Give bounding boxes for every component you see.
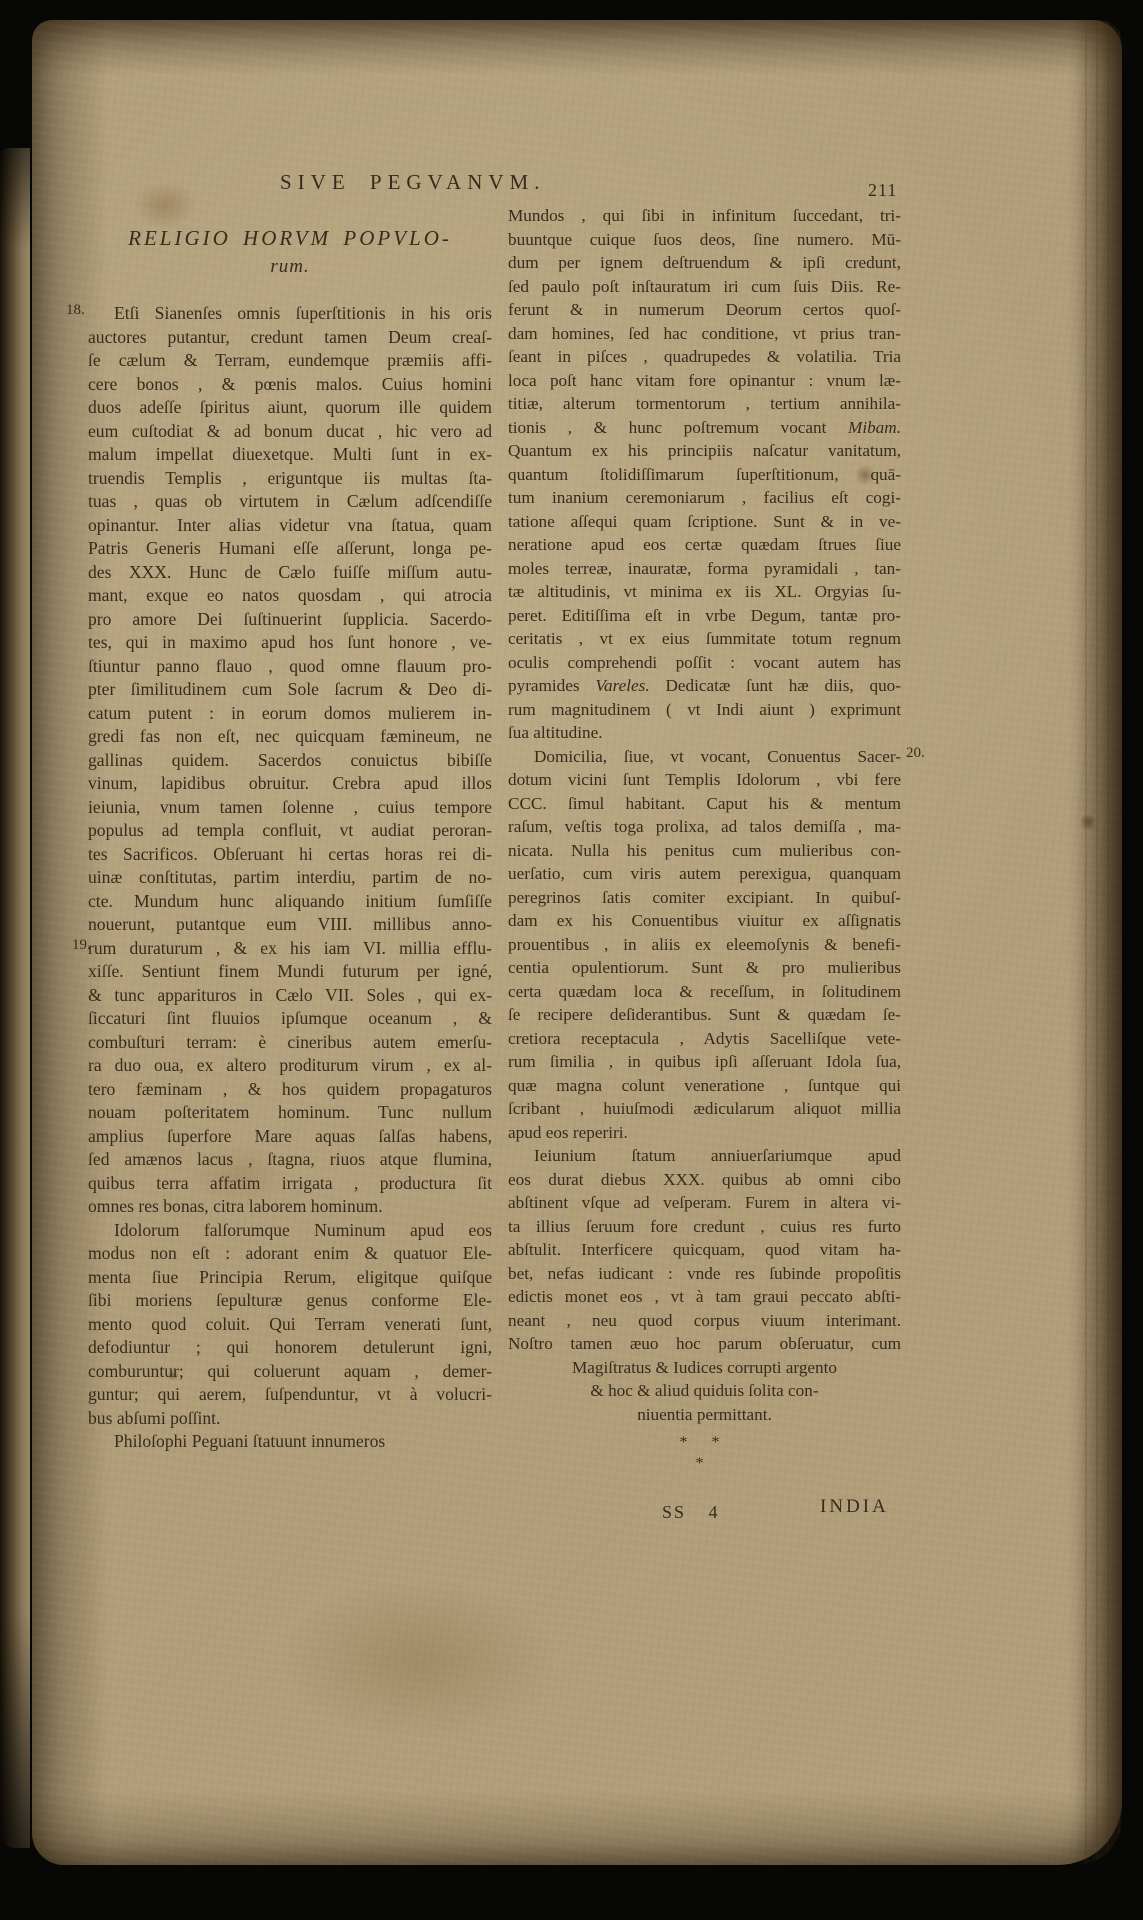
book-page — [32, 20, 1122, 1865]
text-line: uinæ conſtitutas, partim interdiu, partim de no- — [88, 867, 492, 887]
text-line: combuſturi terram: è cineribus autem emerſu- — [88, 1031, 492, 1052]
text-line: apud eos reperiri. — [508, 1122, 628, 1142]
text-line: guntur; qui aerem, ſuſpenduntur, vt à volucri- — [88, 1384, 492, 1404]
text-line: neant , neu quod corpus viuum interimant. — [508, 1310, 901, 1330]
asterisk-ornament — [508, 1432, 901, 1474]
text-line: ſcribant , huiuſmodi ædicularum aliquot millia — [508, 1099, 901, 1118]
text-line: ieiunia, vnum tamen ſolenne , cuius tempore — [88, 796, 492, 817]
page-stack-edge — [1076, 20, 1122, 1865]
text-line: centia opulentiorum. Sunt & pro mulieribus — [508, 958, 901, 977]
text-line: raſum, veſtis toga prolixa, ad talos demiſſa , ma- — [508, 817, 901, 836]
text-line: & tunc apparituros in Cælo VII. Soles , qui ex- — [88, 984, 492, 1005]
section-heading — [88, 226, 492, 278]
text-line: pyramides Vareles. Dedicatæ ſunt hæ diis, quo- — [508, 676, 901, 695]
text-line: catum putent : in eorum domos mulierem in- — [88, 702, 492, 723]
text-line: nouerunt, putantque eum VIII. millibus anno- — [88, 914, 492, 934]
text-line: ſtiuntur panno flauo , quod omne flauum pro- — [88, 655, 492, 676]
text-line: malum impellat diuexetque. Multi ſunt in ex- — [88, 444, 492, 464]
text-line: tero fæminam , & hos quidem propagaturos — [88, 1078, 492, 1099]
text-line: abſtinent vſque ad veſperam. Furem in altera vi- — [508, 1193, 901, 1212]
text-line: rum magnitudinem ( vt Indi aiunt ) exprimunt — [508, 699, 901, 719]
text-line: gredi fas non eſt, nec quicquam fæmineum, ne — [88, 726, 492, 746]
text-line: Domicilia, ſiue, vt vocant, Conuentus Sacer- — [534, 746, 901, 766]
text-line: ferunt & in numerum Deorum certos quoſ- — [508, 300, 901, 319]
underlying-page-edge — [0, 148, 30, 1848]
text-line: omnes res bonas, citra laborem hominum. — [88, 1196, 383, 1216]
text-line: duos adeſſe ſpiritus aiunt, quorum ille quidem — [88, 397, 492, 417]
text-line: uerſatio, cum viris autem perexigua, quanquam — [508, 864, 901, 883]
text-line: certa quædam loca & receſſum, in ſolitudinem — [508, 981, 901, 1001]
text-line: loca poſt hanc vitam fore opinantur : vnum læ- — [508, 370, 901, 390]
asterisk-row-bottom: * — [695, 1455, 714, 1472]
text-line: quæ magna colunt veneratione , ſuntque qui — [508, 1075, 901, 1095]
right-column-closing — [508, 1356, 901, 1427]
text-line: nouam poſteritatem hominum. Tunc nullum — [88, 1102, 492, 1122]
text-line: edictis monet eos , vt à tam graui peccato abſti- — [508, 1287, 901, 1306]
text-line: Ieiunium ſtatum anniuerſariumque apud — [534, 1146, 901, 1165]
text-line: pter ſimilitudinem cum Sole ſacrum & Deo di- — [88, 679, 492, 699]
margin-note-18: 18. — [66, 302, 85, 318]
text-line: cte. Mundum hunc aliquando initium ſumſiſſe — [88, 890, 492, 911]
text-line: peret. Editiſſima eſt in vrbe Degum, tantæ pro- — [508, 605, 901, 625]
text-line: buuntque cuique ſuos deos, ſine numero. Mū- — [508, 229, 901, 249]
text-line: ſed paulo poſt inſtauratum iri cum ſuis Diis. Re- — [508, 276, 901, 296]
text-line: dam ex his Conuentibus viuitur ex aſſignatis — [508, 911, 901, 930]
text-line: Magiſtratus & Iudices corrupti argento — [571, 1357, 838, 1377]
text-line: Mundos , qui ſibi in infinitum ſuccedant, tri- — [508, 206, 901, 225]
text-line: Etſi Sianenſes omnis ſuperſtitionis in his oris — [114, 303, 492, 323]
text-line: tatione aſſequi quam ſcriptione. Sunt & in ve- — [508, 511, 901, 531]
text-line: truendis Templis , eriguntque iis multas ſta- — [88, 467, 492, 488]
text-line: ta illius ſeruum fore credunt , cuius res furto — [508, 1216, 901, 1236]
text-line: quantum ſtolidiſſimarum ſuperſtitionum, quā- — [508, 464, 901, 484]
text-line: cere bonos , & pœnis malos. Cuius homini — [88, 373, 492, 394]
text-line: Philoſophi Peguani ſtatuunt innumeros — [114, 1431, 386, 1451]
text-line: opinantur. Inter alias videtur vna ſtatua, quam — [88, 514, 492, 535]
text-line: amplius ſuperfore Mare aquas ſalſas habens, — [88, 1125, 492, 1146]
text-line: ra duo oua, ex altero proditurum virum , ex al- — [88, 1055, 492, 1075]
text-line: defodiuntur ; qui honorem detulerunt igni, — [88, 1337, 492, 1357]
text-line: ceritatis , vt ex eius ſummitate totum regnum — [508, 629, 901, 648]
text-line: tum inanium ceremoniarum , facilius eſt cogi- — [508, 488, 901, 507]
text-line: modus non eſt : adorant enim & quatuor Ele- — [88, 1243, 492, 1263]
text-line: rum ſimilia , in quibus ipſi aſſeruant Idola ſua, — [508, 1052, 901, 1071]
text-line: CCC. ſimul habitant. Caput his & mentum — [508, 793, 901, 813]
text-line: rum duraturum , & ex his iam VI. millia efflu- — [88, 937, 492, 958]
text-line: tuas , quas ob virtutem in Cælum adſcendiſſe — [88, 491, 492, 511]
text-line: ſibi moriens ſepulturæ genus conforme Ele- — [88, 1290, 492, 1310]
text-line: pro amore Dei ſuſtinuerint ſupplicia. Sacerdo- — [88, 608, 492, 629]
text-line: titiæ, alterum tormentorum , tertium annihila- — [508, 394, 901, 413]
text-line: auctores putantur, credunt tamen Deum creaſ- — [88, 326, 492, 347]
text-line: moles terreæ, inauratæ, forma pyramidali , tan- — [508, 558, 901, 578]
text-line: ſe recipere deſiderantibus. Sunt & quædam ſe- — [508, 1005, 901, 1024]
text-line: quibus terra affatim irrigata , productura ſit — [88, 1172, 492, 1193]
text-line: dam homines, ſed hac conditione, vt prius tran- — [508, 323, 901, 343]
signature-mark: SS 4 — [662, 1502, 720, 1522]
text-line: Noſtro tamen æuo hoc parum obſeruatur, cum — [508, 1334, 901, 1353]
asterisk-row-top: * * — [679, 1434, 730, 1451]
text-line: gallinas quidem. Sacerdos conuictus bibiſſe — [88, 749, 492, 770]
text-line: vinum, lapidibus obruitur. Crebra apud illos — [88, 773, 492, 793]
text-line: dotum vicini ſunt Templis Idolorum , vbi fere — [508, 770, 901, 789]
text-line: mento quod coluit. Qui Terram venerati ſunt, — [88, 1313, 492, 1334]
left-text-column — [88, 302, 492, 1454]
text-line: ſua altitudine. — [508, 723, 603, 742]
text-line: Quantum ex his principiis naſcatur vanitatum, — [508, 441, 901, 460]
text-line: ſiccaturi ſint fluuios ipſumque oceanum , & — [88, 1008, 492, 1028]
text-line: ſeant in piſces , quadrupedes & volatilia. Tria — [508, 347, 901, 366]
text-line: tes Sacrificos. Obſeruant hi certas horas rei di- — [88, 843, 492, 864]
text-line: bus abſumi poſſint. — [88, 1407, 221, 1428]
text-line: cretiora receptacula , Adytis Sacelliſque vete- — [508, 1028, 901, 1048]
text-line: ſed amænos lacus , ſtagna, riuos atque flumina, — [88, 1149, 492, 1169]
section-heading-line2: rum. — [270, 256, 310, 277]
text-line: tionis , & hunc poſtremum vocant Mibam. — [508, 417, 901, 437]
text-line: eos durat diebus XXX. quibus ab omni cibo — [508, 1169, 901, 1189]
text-line: xiſſe. Sentiunt finem Mundi futurum per igné, — [88, 961, 492, 981]
text-line: tes, qui in maximo apud hos ſunt honore , ve- — [88, 632, 492, 652]
right-column-body — [508, 204, 901, 1356]
catchword: INDIA — [820, 1496, 889, 1517]
text-line: tæ altitudinis, vt minima ex iis XL. Orgyias ſu- — [508, 582, 901, 601]
text-line: ſe cælum & Terram, eundemque præmiis affi- — [88, 350, 492, 370]
text-line: nicata. Nulla his penitus cum mulieribus con- — [508, 840, 901, 860]
text-line: abſtulit. Interficere quicquam, quod vitam ha- — [508, 1240, 901, 1259]
text-line: neratione apud eos certæ quædam ſtrues ſiue — [508, 535, 901, 554]
text-line: dum per ignem deſtruendum & ipſi credunt, — [508, 253, 901, 272]
text-line: prouentibus , in aliis ex eleemoſynis & benefi- — [508, 934, 901, 954]
text-line: niuentia permittant. — [637, 1404, 772, 1424]
text-line: menta ſiue Principia Rerum, eligitque quiſque — [88, 1266, 492, 1287]
margin-note-19: 19. — [72, 937, 91, 953]
text-line: peregrinos ſatis comiter excipiant. In quibuſ- — [508, 887, 901, 907]
right-text-column — [508, 204, 901, 1426]
text-line: oculis comprehendi poſſit : vocant autem has — [508, 652, 901, 672]
text-line: bet, nefas iudicant : vnde res ſubinde propoſitis — [508, 1263, 901, 1283]
text-line: eum cuſtodiat & ad bonum ducat , hic vero ad — [88, 420, 492, 441]
text-line: comburuntur; qui coluerunt aquam , demer- — [88, 1360, 492, 1381]
text-line: Idolorum falſorumque Numinum apud eos — [114, 1219, 492, 1240]
running-title: SIVE PEGVANVM. — [280, 170, 546, 194]
text-line: & hoc & aliud quiduis ſolita con- — [590, 1381, 819, 1400]
text-line: populus ad templa confluit, vt audiat peroran- — [88, 820, 492, 840]
section-heading-line1: RELIGIO HORVM POPVLO- — [128, 226, 452, 250]
text-line: des XXX. Hunc de Cælo fuiſſe miſſum autu- — [88, 561, 492, 582]
page-number: 211 — [868, 180, 898, 200]
margin-note-20: 20. — [906, 745, 925, 761]
text-line: mant, exque eo natos quosdam , qui atrocia — [88, 585, 492, 605]
text-line: Patris Generis Humani eſſe aſſerunt, longa pe- — [88, 538, 492, 558]
